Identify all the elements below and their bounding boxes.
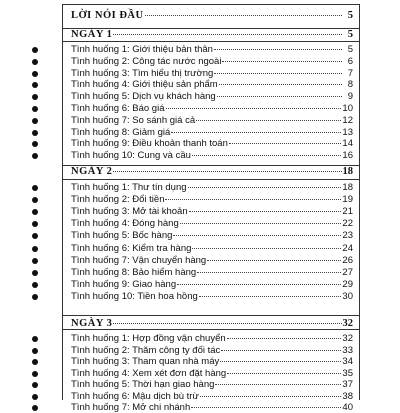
section-divider xyxy=(63,41,359,42)
bullet-icon xyxy=(32,382,38,388)
dot-leader xyxy=(199,296,342,297)
section-divider xyxy=(63,329,359,330)
bullet-icon xyxy=(32,294,38,300)
toc-entry xyxy=(71,280,353,290)
toc-entry xyxy=(71,244,353,254)
bullet-icon xyxy=(32,348,38,354)
day-title: NGÀY 1 xyxy=(71,29,113,40)
bullet-icon xyxy=(32,130,38,136)
toc-entry xyxy=(71,207,353,217)
toc-entry-label: Tình huống 6: Kiểm tra hàng xyxy=(71,242,192,254)
toc-entry-label: Tình huống 5: Thời hạn giao hàng xyxy=(71,379,215,390)
toc-entry-page: 34 xyxy=(342,356,353,367)
toc-entry-label: Tình huống 7: Mở chi nhánh xyxy=(71,402,191,413)
toc-entry-page: 12 xyxy=(342,114,353,126)
dot-leader xyxy=(113,323,341,324)
dot-leader xyxy=(219,84,342,85)
bullet-icon xyxy=(32,270,38,276)
toc-entry-label: Tình huống 3: Mở tài khoản xyxy=(71,206,188,218)
toc-entry-label: Tình huống 10: Tiền hoa hồng xyxy=(71,290,198,302)
bullet-icon xyxy=(32,209,38,215)
section-divider xyxy=(63,179,359,180)
day-1-section xyxy=(62,27,360,166)
toc-entry-label: Tình huống 7: Vận chuyển hàng xyxy=(71,254,207,266)
toc-entry xyxy=(71,403,353,413)
toc-entry-label: Tình huống 4: Xem xét đơn đặt hàng xyxy=(71,367,227,379)
dot-leader xyxy=(165,199,341,200)
toc-entry xyxy=(71,104,353,114)
toc-entry-label: Tình huống 2: Công tác nước ngoài xyxy=(71,55,222,67)
bullet-icon xyxy=(32,282,38,288)
bullet-icon xyxy=(32,71,38,77)
toc-entry-page: 33 xyxy=(342,344,353,356)
bullet-icon xyxy=(32,359,38,365)
toc-entry-page: 29 xyxy=(342,278,353,290)
toc-entry xyxy=(71,92,353,102)
toc-entry xyxy=(71,69,353,79)
preface-section xyxy=(62,4,360,29)
dot-leader xyxy=(192,155,342,156)
dot-leader xyxy=(180,223,342,224)
toc-entry xyxy=(71,195,353,205)
toc-entry-label: Tình huống 6: Mậu dịch bù trừ xyxy=(71,390,199,402)
bullet-icon xyxy=(32,233,38,239)
bullet-icon xyxy=(32,106,38,112)
bullet-icon xyxy=(32,185,38,191)
day-heading xyxy=(71,30,353,40)
toc-entry-label: Tình huống 4: Giới thiệu sản phẩm xyxy=(71,79,218,91)
bullet-icon xyxy=(32,59,38,65)
toc-entry-page: 6 xyxy=(347,55,353,67)
toc-entry-page: 18 xyxy=(342,182,353,193)
toc-entry-page: 38 xyxy=(342,390,353,402)
toc-entry-page: 8 xyxy=(347,79,353,91)
dot-leader xyxy=(177,284,341,285)
dot-leader xyxy=(222,61,342,62)
toc-entry-page: 19 xyxy=(342,194,353,206)
toc-entry-page: 37 xyxy=(342,379,353,390)
toc-entry xyxy=(71,139,353,149)
toc-entry-page: 7 xyxy=(347,67,353,79)
day-heading xyxy=(71,167,353,177)
bullet-icon xyxy=(32,394,38,400)
day-page: 32 xyxy=(342,318,353,329)
toc-entry xyxy=(71,369,353,379)
toc-entry xyxy=(71,45,353,55)
toc-entry xyxy=(71,357,353,367)
toc-entry-page: 9 xyxy=(347,91,353,103)
dot-leader xyxy=(227,373,341,374)
bullet-icon xyxy=(32,336,38,342)
toc-entry-label: Tình huống 6: Báo giá xyxy=(71,103,165,114)
toc-entry xyxy=(71,57,353,67)
dot-leader xyxy=(227,338,342,339)
bullet-icon xyxy=(32,197,38,203)
toc-entry xyxy=(71,380,353,390)
toc-entry-page: 13 xyxy=(342,126,353,138)
dot-leader xyxy=(173,235,341,236)
dot-leader xyxy=(171,132,341,133)
toc-entry-label: Tình huống 8: Bảo hiểm hàng xyxy=(71,266,197,278)
toc-entry-label: Tình huống 5: Dịch vụ khách hàng xyxy=(71,91,216,103)
bullet-icon xyxy=(32,47,38,53)
toc-entry xyxy=(71,128,353,138)
toc-entry xyxy=(71,268,353,278)
preface-entry xyxy=(71,11,353,21)
toc-entry-page: 22 xyxy=(342,218,353,230)
toc-entry xyxy=(71,256,353,266)
toc-entry-page: 40 xyxy=(342,402,353,413)
bullet-icon xyxy=(32,221,38,227)
bullet-icon xyxy=(32,118,38,124)
toc-entry-label: Tình huống 9: Giao hàng xyxy=(71,278,177,290)
day-page: 18 xyxy=(342,166,353,177)
toc-entry-page: 27 xyxy=(342,266,353,278)
bullet-icon xyxy=(32,405,38,411)
toc-entry-page: 26 xyxy=(342,254,353,266)
toc-entry-page: 24 xyxy=(342,242,353,254)
toc-entry-label: Tình huống 5: Bốc hàng xyxy=(71,230,173,242)
toc-entry xyxy=(71,219,353,229)
dot-leader xyxy=(214,49,342,50)
toc-entry-page: 32 xyxy=(342,333,353,344)
dot-leader xyxy=(188,187,342,188)
toc-entry-page: 30 xyxy=(342,290,353,302)
toc-entry xyxy=(71,292,353,302)
bullet-icon xyxy=(32,371,38,377)
toc-entry xyxy=(71,346,353,356)
dot-leader xyxy=(200,396,342,397)
toc-entry-page: 14 xyxy=(342,138,353,150)
bullet-icon xyxy=(32,153,38,159)
toc-entry-label: Tình huống 8: Giảm giá xyxy=(71,126,171,138)
dot-leader xyxy=(113,34,342,35)
dot-leader xyxy=(215,384,341,385)
toc-entry-label: Tình huống 2: Thăm công ty đối tác xyxy=(71,344,221,356)
preface-page: 5 xyxy=(347,10,353,21)
dot-leader xyxy=(217,96,342,97)
day-heading xyxy=(71,319,353,329)
day-title: NGÀY 2 xyxy=(71,166,113,177)
toc-entry-label: Tình huống 3: Tham quan nhà máy xyxy=(71,356,220,367)
dot-leader xyxy=(229,143,342,144)
preface-title: LỜI NÓI ĐẦU xyxy=(71,10,144,21)
day-page: 5 xyxy=(347,29,353,40)
dot-leader xyxy=(145,15,342,16)
toc-entry-label: Tình huống 3: Tìm hiểu thị trường xyxy=(71,67,214,79)
day-2-section xyxy=(62,165,360,316)
toc-entry xyxy=(71,392,353,402)
toc-entry-page: 21 xyxy=(342,206,353,218)
dot-leader xyxy=(113,171,341,172)
toc-entry xyxy=(71,80,353,90)
toc-entry-label: Tình huống 10: Cung và cầu xyxy=(71,150,191,162)
toc-entry-label: Tình huống 9: Điều khoản thanh toán xyxy=(71,138,228,150)
bullet-icon xyxy=(32,246,38,252)
dot-leader xyxy=(191,407,341,408)
toc-entry-page: 16 xyxy=(342,150,353,162)
dot-leader xyxy=(197,272,341,273)
dot-leader xyxy=(189,211,342,212)
toc-entry-label: Tình huống 1: Giới thiệu bản thân xyxy=(71,44,213,55)
dot-leader xyxy=(214,73,342,74)
toc-entry xyxy=(71,334,353,344)
toc-entry-label: Tình huống 1: Thư tín dụng xyxy=(71,182,187,193)
toc-entry-label: Tình huống 2: Đổi tiền xyxy=(71,194,165,206)
dot-leader xyxy=(207,260,341,261)
bullet-icon xyxy=(32,258,38,264)
bullet-icon xyxy=(32,94,38,100)
toc-entry-label: Tình huống 1: Hợp đồng vận chuyển xyxy=(71,333,226,344)
day-title: NGÀY 3 xyxy=(71,318,113,329)
dot-leader xyxy=(196,120,341,121)
toc-entry xyxy=(71,231,353,241)
toc-entry xyxy=(71,151,353,161)
toc-entry-label: Tình huống 4: Đóng hàng xyxy=(71,218,179,230)
toc-entry xyxy=(71,116,353,126)
toc-entry-page: 35 xyxy=(342,367,353,379)
toc-entry-page: 10 xyxy=(342,103,353,114)
bullet-icon xyxy=(32,82,38,88)
bullet-icon xyxy=(32,141,38,147)
toc-entry-label: Tình huống 7: So sánh giá cả xyxy=(71,114,196,126)
toc-entry-page: 23 xyxy=(342,230,353,242)
toc-entry xyxy=(71,183,353,193)
dot-leader xyxy=(192,248,341,249)
toc-entry-page: 5 xyxy=(347,44,353,55)
dot-leader xyxy=(166,108,342,109)
dot-leader xyxy=(220,361,341,362)
day-3-section xyxy=(62,315,360,413)
dot-leader xyxy=(221,350,341,351)
